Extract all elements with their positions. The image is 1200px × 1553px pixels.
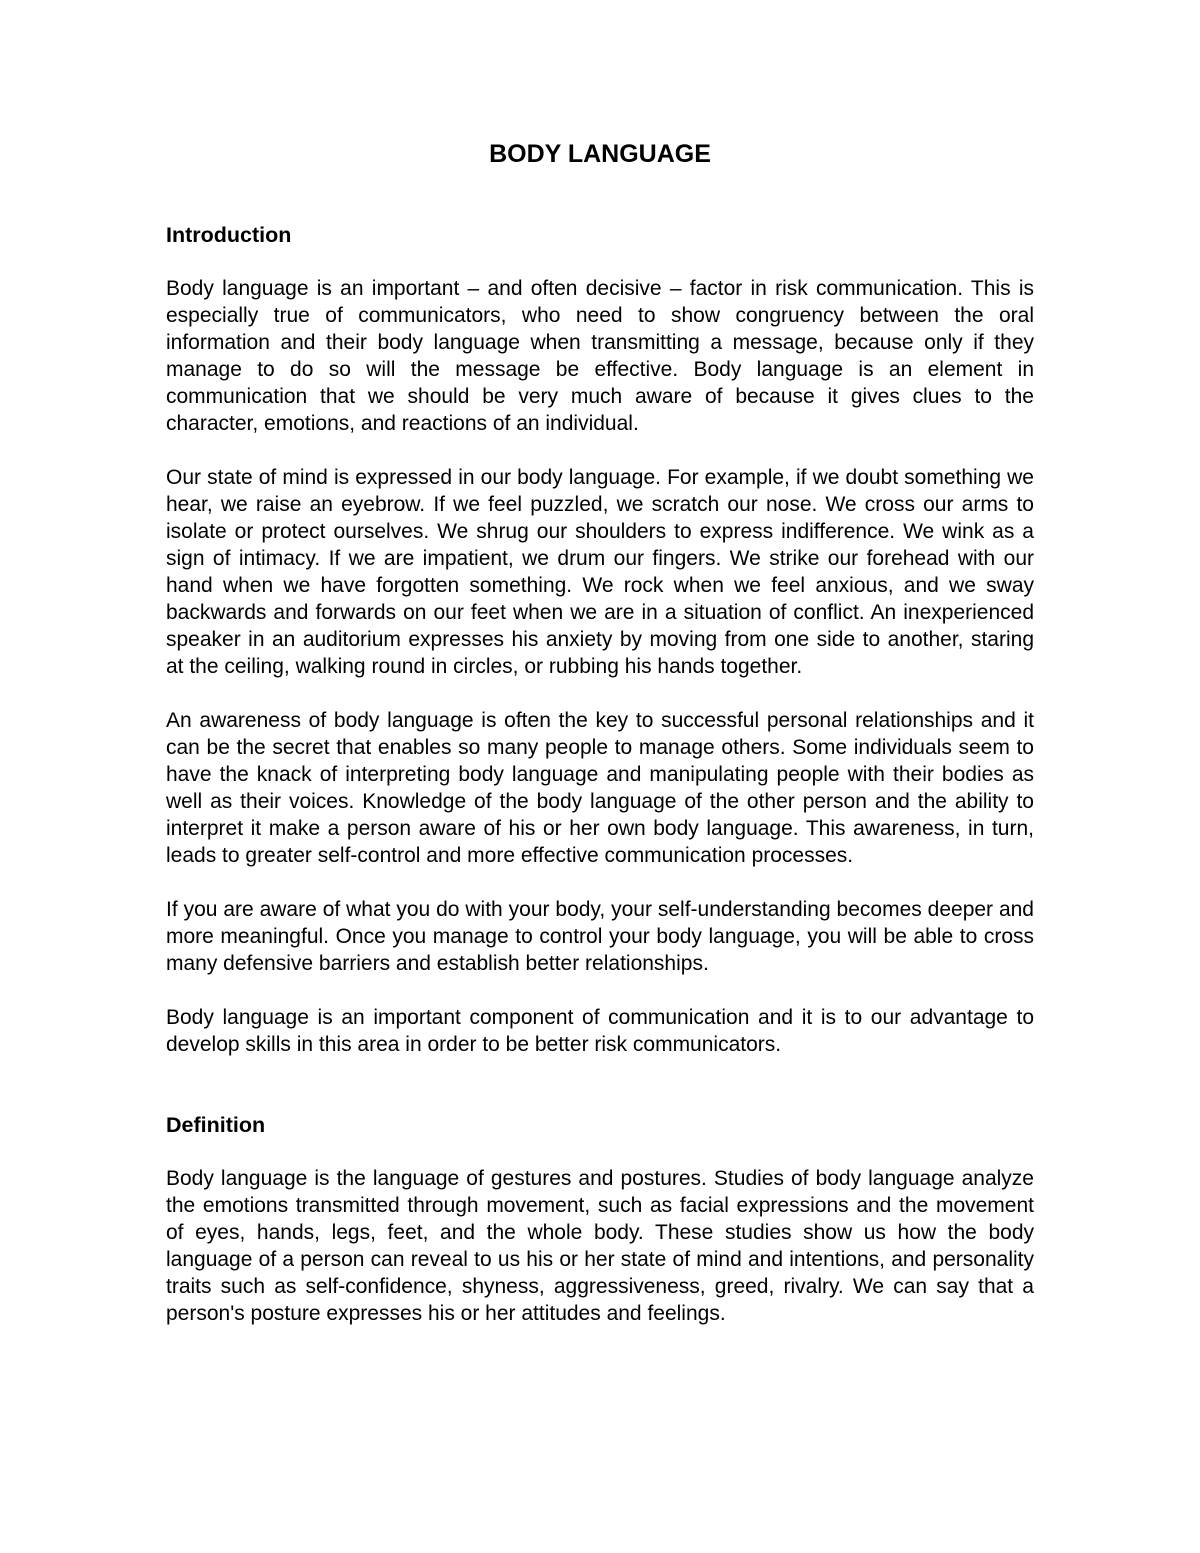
section-spacer xyxy=(166,1085,1034,1112)
section-heading-introduction: Introduction xyxy=(166,223,292,247)
intro-paragraph-2: Our state of mind is expressed in our body language. For example, if we doubt something we hear, we raise an eyebrow. If we feel puzzled, we scratch our nose. We cross our arms to isolate or protect ourselves. We shrug our shoulders to express indifference. We wink as a sign of intimacy. If we are impatient, we drum our fingers. We strike our forehead with our hand when we have forgotten something. We rock when we feel anxious, and we sway backwards and forwards on our feet when we are in a situation of conflict. An inexperienced speaker in an auditorium expresses his anxiety by moving from one side to another, staring at the ceiling, walking round in circles, or rubbing his hands together. xyxy=(166,466,1034,678)
document-title: BODY LANGUAGE xyxy=(489,140,711,168)
intro-paragraph-5: Body language is an important component of communication and it is to our advantage to develop skills in this area in order to be better risk communicators. xyxy=(166,1006,1034,1056)
document-page xyxy=(166,138,1034,1354)
section-heading-definition: Definition xyxy=(166,1113,266,1137)
section-introduction xyxy=(166,222,1034,1058)
intro-paragraph-3: An awareness of body language is often the key to successful personal relationships and it can be the secret that enables so many people to manage others. Some individuals seem to have the knack of interpreting body language and manipulating people with their bodies as well as their voices. Knowledge of the body language of the other person and the ability to interpret it make a person aware of his or her own body language. This awareness, in turn, leads to greater self-control and more effective communication processes. xyxy=(166,709,1034,867)
section-definition xyxy=(166,1112,1034,1327)
definition-paragraph-1: Body language is the language of gestures and postures. Studies of body language analyze the emotions transmitted through movement, such as facial expressions and the movement of eyes, hands, legs, feet, and the whole body. These studies show us how the body language of a person can reveal to us his or her state of mind and intentions, and personality traits such as self-confidence, shyness, aggressiveness, greed, rivalry. We can say that a person's posture expresses his or her attitudes and feelings. xyxy=(166,1167,1034,1325)
intro-paragraph-1: Body language is an important – and often decisive – factor in risk communication. This is especially true of communicators, who need to show congruency between the oral information and their body language when transmitting a message, because only if they manage to do so will the message be effective. Body language is an element in communication that we should be very much aware of because it gives clues to the character, emotions, and reactions of an individual. xyxy=(166,277,1034,435)
intro-paragraph-4: If you are aware of what you do with your body, your self-understanding becomes deeper and more meaningful. Once you manage to control your body language, you will be able to cross many defensive barriers and establish better relationships. xyxy=(166,898,1034,975)
